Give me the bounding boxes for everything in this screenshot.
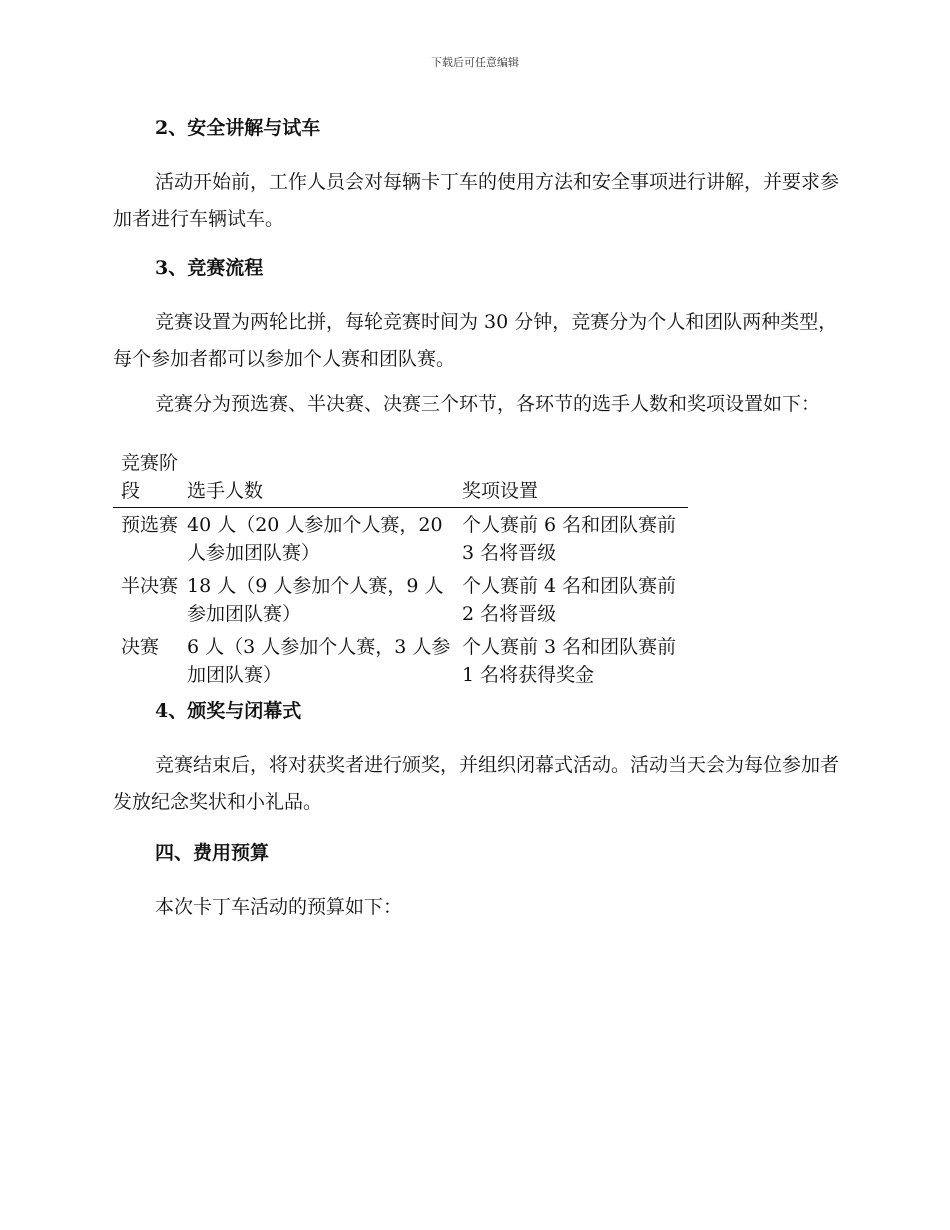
table-cell-stage: 决赛 xyxy=(121,636,160,658)
section-heading-safety: 2、安全讲解与试车 xyxy=(155,117,321,139)
section-heading-competition: 3、竞赛流程 xyxy=(155,257,264,279)
table-cell-stage: 预选赛 xyxy=(121,514,179,536)
table-cell-stage: 半决赛 xyxy=(121,575,179,597)
section-heading-budget: 四、费用预算 xyxy=(155,842,270,864)
table-header-award: 奖项设置 xyxy=(462,449,688,508)
table-row xyxy=(113,569,688,630)
document-body xyxy=(113,108,839,926)
page-header: 下载后可任意编辑 xyxy=(431,56,519,69)
paragraph-safety: 活动开始前，工作人员会对每辆卡丁车的使用方法和安全事项进行讲解，并要求参加者进行车辆试车。 xyxy=(113,171,840,230)
table-cell-award: 个人赛前 3 名和团队赛前 1 名将获得奖金 xyxy=(462,636,677,686)
section-heading-awards: 4、颁奖与闭幕式 xyxy=(155,700,302,722)
table-header-stage: 竞赛阶段 xyxy=(113,449,187,508)
table-cell-award: 个人赛前 4 名和团队赛前 2 名将晋级 xyxy=(462,575,677,625)
table-header-count: 选手人数 xyxy=(187,449,462,508)
table-header-row xyxy=(113,449,688,508)
paragraph-awards: 竞赛结束后，将对获奖者进行颁奖，并组织闭幕式活动。活动当天会为每位参加者发放纪念奖状和小礼品。 xyxy=(113,754,840,813)
paragraph-competition-rounds: 竞赛设置为两轮比拼，每轮竞赛时间为 30 分钟，竞赛分为个人和团队两种类型，每个参加者都可以参加个人赛和团队赛。 xyxy=(113,311,838,370)
table-cell-count: 6 人（3 人参加个人赛，3 人参加团队赛） xyxy=(187,636,451,686)
stages-table xyxy=(113,449,688,691)
table-cell-count: 18 人（9 人参加个人赛，9 人参加团队赛） xyxy=(187,575,444,625)
table-cell-award: 个人赛前 6 名和团队赛前 3 名将晋级 xyxy=(462,514,677,564)
paragraph-budget: 本次卡丁车活动的预算如下： xyxy=(155,896,403,918)
table-row xyxy=(113,630,688,691)
table-cell-count: 40 人（20 人参加个人赛，20 人参加团队赛） xyxy=(187,514,443,564)
paragraph-competition-stages: 竞赛分为预选赛、半决赛、决赛三个环节，各环节的选手人数和奖项设置如下： xyxy=(155,393,821,415)
table-row xyxy=(113,508,688,570)
